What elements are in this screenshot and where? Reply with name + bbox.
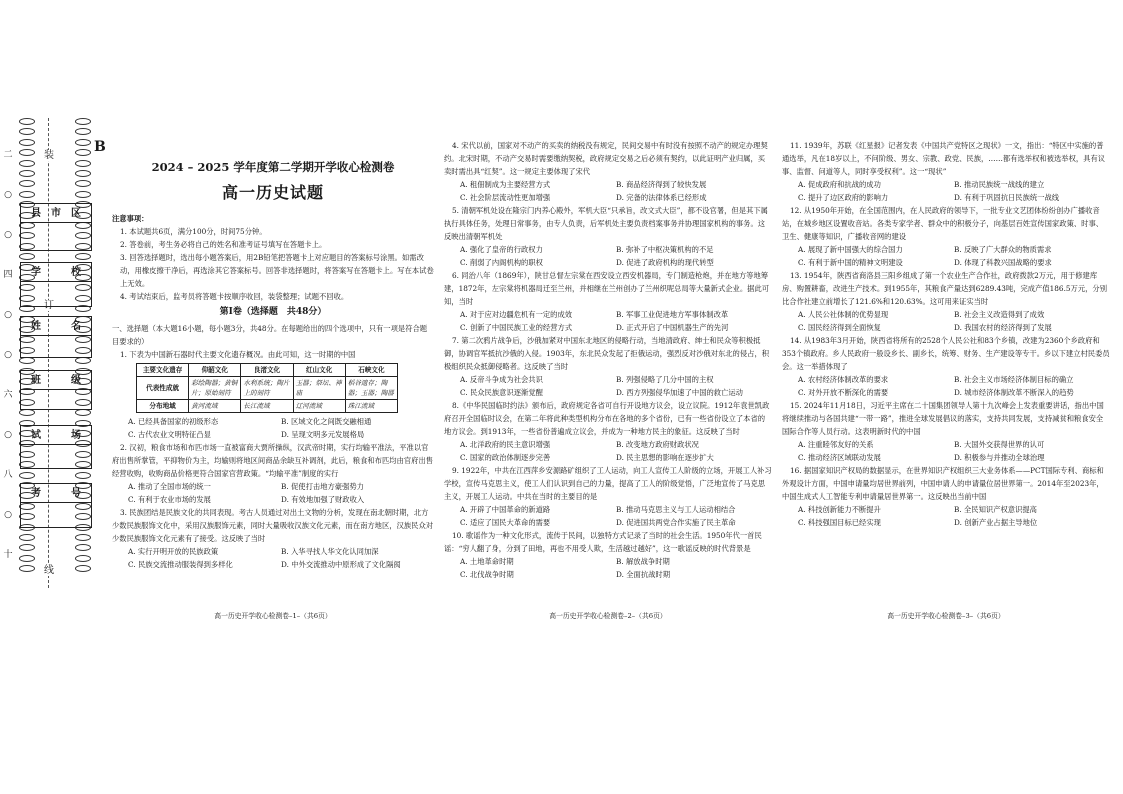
answer-option: C. 科技强国目标已经实现 [798, 518, 881, 527]
answer-option: C. 有利于新中国的精神文明建设 [798, 258, 903, 267]
answer-bubble [75, 128, 91, 135]
table-cell: 长江流域 [241, 400, 293, 413]
question [444, 529, 772, 581]
cut-word: 装 [44, 150, 54, 161]
answer-bubble [19, 180, 35, 187]
question-stem: 11. 1939年，苏联《红星报》记者发表《中国共产党特区之现状》一文，指出：“特区中实施的普通选举，凡在18岁以上，不问阶级、男女、宗教、政党、民族，……都有选举权和被选举权，具有议事、监督、问道等人，同时享受权利”。这一“现状” [782, 141, 1106, 176]
answer-bubble [75, 409, 91, 416]
answer-option: A. 已经具备国家的初级形态 [128, 417, 219, 426]
option-row [444, 191, 772, 204]
question [444, 204, 772, 269]
answer-option: C. 削弱了内阁机构的职权 [460, 258, 543, 267]
option-row [112, 545, 434, 558]
notice-heading: 注意事项： [112, 214, 149, 223]
table-cell: 玉器；祭坛、神庙 [293, 377, 345, 400]
answer-bubble [19, 357, 35, 364]
table-cell: 彩绘陶器；黄铜片；原始刻符 [189, 377, 241, 400]
question-stem: 14. 从1983年3月开始，陕西省将所有的2528个人民公社和83个乡镇，改建为2360个乡政府和353个镇政府。乡人民政府一般设乡长、副乡长，统筹、财务、生产建设等专干。乡以下建立村民委员会。这一举措体现了 [782, 336, 1110, 371]
question [444, 269, 772, 334]
option-row [444, 243, 772, 256]
answer-option: D. 创新产业占据主导地位 [954, 518, 1038, 527]
answer-option: A. 开辟了中国革命的新道路 [460, 505, 551, 514]
answer-option: A. 土地革命时期 [460, 557, 514, 566]
exam-title: 2024 – 2025 学年度第二学期开学收心检测卷 [151, 160, 395, 174]
bubble-tick-label: 十 [3, 550, 13, 560]
answer-option: A. 注重睦邻友好的关系 [798, 440, 874, 449]
question [782, 399, 1110, 464]
answer-bubble [19, 409, 35, 416]
info-box-name [20, 316, 92, 358]
answer-bubble [19, 139, 35, 146]
question [782, 269, 1110, 334]
option-row [112, 415, 434, 428]
answer-option: D. 有效地加强了财政收入 [281, 495, 365, 504]
answer-bubble [75, 139, 91, 146]
info-label: 学 校 [31, 267, 91, 278]
bubble-tick-label: 八 [3, 470, 13, 480]
table-header-cell: 石峡文化 [345, 364, 397, 377]
question-stem: 2. 汉初，粮食市场和布匹市场一直被富商大贾所操纵，汉武帝时期，实行均输平准法，平准以官府出售所掌管，平抑物价为主，均输则将地区间商品余缺互补调剂，此后，粮食和布匹均由官府出售经营收购，收购商品价格更符合国家官营政策。“均输平准”制度的实行 [112, 443, 434, 478]
answer-bubble [19, 118, 35, 125]
question [782, 334, 1110, 399]
answer-option: D. 全面抗战时期 [616, 570, 671, 579]
answer-option: C. 提升了边区政府的影响力 [798, 193, 889, 202]
notice-item: 4. 考试结束后，监考员将答题卡按顺序收回，装袋整理；试题不回收。 [120, 292, 349, 301]
info-box-exam-number [20, 483, 92, 528]
option-row [444, 516, 772, 529]
answer-option: D. 积极参与并推动全球治理 [954, 453, 1045, 462]
answer-option: D. 呈现文明多元发展格局 [281, 430, 365, 439]
info-label: 考 号 [31, 488, 91, 499]
answer-bubble [75, 555, 91, 562]
answer-bubble [19, 170, 35, 177]
question-stem: 6. 同治八年（1869年），陕甘总督左宗棠在西安设立西安机器局，专门制造枪炮，并在地方等地筹建，1872年，左宗棠将机器局迁至兰州，并相继在兰州创办了兰州织呢总局等大量新式企业。据此可知，当时 [444, 271, 770, 306]
table-cell: 水利系统；陶片上的刻符 [241, 377, 293, 400]
answer-option: B. 推动马克思主义与工人运动相结合 [616, 505, 736, 514]
info-box-class [20, 370, 92, 410]
answer-option: D. 中外交流推动中原形成了文化隔阂 [281, 560, 401, 569]
answer-bubble [75, 472, 91, 479]
option-row [782, 438, 1110, 451]
option-row [112, 493, 434, 506]
option-row [444, 555, 772, 568]
option-row [782, 178, 1110, 191]
option-row [782, 321, 1110, 334]
answer-option: A. 人民公社体制的优势显现 [798, 310, 889, 319]
bubble-tick-label: ○ [4, 430, 12, 440]
answer-option: D. 西方列强侵华加速了中国的救亡运动 [616, 388, 743, 397]
question [112, 348, 434, 441]
option-row [444, 451, 772, 464]
binding-strip [0, 0, 110, 794]
option-row [782, 516, 1110, 529]
answer-bubble [75, 357, 91, 364]
answer-option: D. 我国农村的经济得到了发展 [954, 323, 1052, 332]
bubble-tick-label: ○ [4, 190, 12, 200]
answer-option: B. 商品经济得到了较快发展 [616, 180, 707, 189]
option-row [782, 308, 1110, 321]
answer-option: A. 推动了全国市场的统一 [128, 482, 211, 491]
answer-bubble [19, 555, 35, 562]
answer-option: D. 促进了政府机构的现代转型 [616, 258, 714, 267]
answer-bubble [75, 565, 91, 572]
question-stem: 9. 1922年，中共在江西萍乡安源路矿组织了工人运动，向工人宣传工人阶级的立场，开展工人补习学校，宣传马克思主义，使工人们认识到自己的力量，提高了工人的阶级觉悟，广泛地宣传了马克思主义，开展工人运动。中共在当时的主要目的是 [444, 466, 772, 501]
answer-option: A. 实行开明开放的民族政策 [128, 547, 219, 556]
question [444, 399, 772, 464]
option-row [444, 178, 772, 191]
answer-option: A. 科技创新能力不断提升 [798, 505, 881, 514]
page-column-2 [444, 139, 772, 581]
answer-option: B. 入华寻找人华文化认同加深 [281, 547, 379, 556]
answer-bubble [19, 544, 35, 551]
answer-option: B. 大国外交获得世界的认可 [954, 440, 1045, 449]
question [444, 464, 772, 529]
question-stem: 15. 2024年11月18日，习近平主席在二十国集团领导人第十九次峰会上发表重要讲话，指出中国将继续推动与各国共建“一带一路”，推进全球发展倡议的落实，支持共同发展，支持减贫和粮食安全国际合作等人员行动。这表明新时代的中国 [782, 401, 1104, 436]
answer-option: B. 军事工业促进地方军事体制改革 [616, 310, 729, 319]
cut-word: 订 [44, 300, 54, 311]
answer-option: B. 列强侵略了几分中国的主权 [616, 375, 714, 384]
answer-option: A. 展现了新中国强大的综合国力 [798, 245, 903, 254]
answer-option: C. 国民经济得到全面恢复 [798, 323, 881, 332]
option-row [444, 308, 772, 321]
question-stem: 10. 歌谣作为一种文化形式，流传于民间，以独特方式记录了当时的社会生活。1950年代一首民谣：“穷人翻了身，分到了田地，再也不用受人欺，生活越过越好”，这一歌谣反映的时代背景是 [444, 531, 762, 553]
table-cell: 黄河流域 [189, 400, 241, 413]
option-row [444, 321, 772, 334]
question [112, 506, 434, 571]
page-footer: 高一历史开学收心检测卷–2–（共6页） [549, 612, 667, 620]
table-cell: 辽河流域 [293, 400, 345, 413]
answer-option: C. 国家的政治体制逐步完善 [460, 453, 551, 462]
answer-option: B. 改变地方政府财政状况 [616, 440, 699, 449]
answer-bubble [19, 472, 35, 479]
option-row [444, 256, 772, 269]
answer-option: C. 对外开放不断深化的需要 [798, 388, 889, 397]
page-footer: 高一历史开学收心检测卷–3–（共6页） [887, 612, 1005, 620]
table-cell: 分布地域 [137, 400, 189, 413]
info-box-exam-room [20, 425, 92, 469]
table-header-cell: 仰韶文化 [189, 364, 241, 377]
answer-option: C. 社会阶层流动性更加增强 [460, 193, 551, 202]
answer-bubble [19, 160, 35, 167]
option-row [782, 256, 1110, 269]
option-row [444, 503, 772, 516]
question-stem: 5. 清朝军机处设在隆宗门内养心殿外，军机大臣“只承旨，改文式大臣”，都不设官署，但是其下属执行具体任务，处理日常事务，由专人负责，后军机处主要负责档案事务并协理国家机构的事务。这反映出清朝军机处 [444, 206, 768, 241]
answer-option: B. 解放战争时期 [616, 557, 670, 566]
answer-bubble [19, 534, 35, 541]
info-box-county [20, 203, 92, 251]
answer-option: C. 创新了中国民族工业的经营方式 [460, 323, 573, 332]
answer-option: B. 弥补了中枢决策机构的不足 [616, 245, 714, 254]
answer-option: B. 反映了广大群众的物质需求 [954, 245, 1052, 254]
question-stem: 16. 据国家知识产权局的数据显示，在世界知识产权组织三大业务体系——PCT国际专利、商标和外观设计方面，中国申请量均居世界前列，中国申请人的申请量位居世界第一。2014年至2023年，中国生成式人工智能专利申请量居世界第一。这反映出当前中国 [782, 466, 1104, 501]
option-row [782, 451, 1110, 464]
question [444, 139, 772, 204]
answer-option: D. 促进国共两党合作实施了民主革命 [616, 518, 736, 527]
answer-option: D. 体现了科教兴国战略的要求 [954, 258, 1052, 267]
option-row [782, 191, 1110, 204]
table-row [137, 377, 398, 400]
page-footer: 高一历史开学收心检测卷–1–（共6页） [214, 612, 332, 620]
bubble-tick-label: ○ [4, 230, 12, 240]
answer-option: D. 有利于巩固抗日民族统一战线 [954, 193, 1060, 202]
option-row [112, 558, 434, 571]
question [444, 334, 772, 399]
culture-table [136, 363, 398, 413]
answer-bubble [75, 118, 91, 125]
answer-bubble [19, 149, 35, 156]
answer-option: A. 租佃制成为主要经营方式 [460, 180, 551, 189]
answer-option: B. 社会主义改造得到了成效 [954, 310, 1045, 319]
page-column-1 [112, 212, 434, 571]
question-stem: 8.《中华民国临时约法》颁布后，政府规定各省可自行开设地方议会，设立议院。1912年袁世凯政府召开全国临时议会，在第二年将此种类型机构分布在各地的多个省份，已有一些省份设立了本省的地方议会。到1913年，一些省份普遍成立议会，并成为一种地方民主的象征。这反映了当时 [444, 401, 770, 436]
notice-item: 3. 回答选择题时，选出每小题答案后，用2B铅笔把答题卡上对应题目的答案标号涂黑。如需改动，用橡皮擦干净后，再选涂其它答案标号。回答非选择题时，将答案写在答题卡上。写在本试卷上无效。 [120, 253, 434, 288]
option-row [782, 373, 1110, 386]
info-label: 试 场 [31, 430, 91, 441]
info-label: 姓 名 [31, 321, 91, 332]
answer-option: B. 全民知识产权意识提高 [954, 505, 1037, 514]
answer-bubble [75, 149, 91, 156]
info-box-school [20, 262, 92, 307]
answer-option: A. 对于应对边疆危机有一定的成效 [460, 310, 573, 319]
option-row [782, 386, 1110, 399]
question-stem: 12. 从1950年开始，在全国范围内，在人民政府的领导下，一批专业文艺团体纷纷创办广播收音站，在城乡地区设置收音站。各类专家学者、群众中的积极分子，向基层百姓宣传国家政策、时事、卫生、健康等知识，广播收音网的建设 [782, 206, 1104, 241]
answer-bubble [19, 253, 35, 260]
info-label: 班 级 [31, 375, 91, 386]
question-stem: 13. 1954年，陕西省商洛县三阳乡组成了第一个农业生产合作社，政府拨款2万元，用于修建库房、购置耕畜，改进生产技术。到1955年，其粮食产量达到6289.43吨，完成产值186.5万元，分别比合作社建立前增长了121.6%和120.63%。这可用来证实当时 [782, 271, 1108, 306]
notice-item: 1. 本试题共6页，满分100分，时间75分钟。 [120, 227, 267, 236]
question-stem: 1. 下表为中国新石器时代主要文化遗存概况。由此可知，这一时期的中国 [120, 350, 356, 359]
answer-option: B. 区域文化之间既交融相通 [281, 417, 372, 426]
answer-option: B. 促使打击地方豪强势力 [281, 482, 364, 491]
answer-option: D. 完备的法律体系已经形成 [616, 193, 707, 202]
answer-bubble [75, 534, 91, 541]
answer-option: B. 推动民族统一战线的建立 [954, 180, 1045, 189]
option-row [444, 386, 772, 399]
answer-bubble [19, 191, 35, 198]
question [782, 464, 1110, 529]
table-header-cell: 红山文化 [293, 364, 345, 377]
answer-option: A. 农村经济体制改革的要求 [798, 375, 889, 384]
answer-bubble [75, 544, 91, 551]
table-header-cell: 良渚文化 [241, 364, 293, 377]
answer-option: C. 适应了国民大革命的需要 [460, 518, 551, 527]
question [782, 139, 1110, 204]
bubble-tick-label: ○ [4, 350, 12, 360]
bubble-tick-label: ○ [4, 510, 12, 520]
answer-option: A. 强化了皇帝的行政权力 [460, 245, 543, 254]
bubble-tick-label: 六 [3, 390, 13, 400]
answer-option: A. 反帝斗争成为社会共识 [460, 375, 543, 384]
table-header-cell: 主要文化遗存 [137, 364, 189, 377]
section-instruction: 一、选择题（本大题16小题，每小题3分，共48分。在每题给出的四个选项中，只有一项是符合题目要求的） [112, 324, 428, 346]
option-row [444, 438, 772, 451]
bubble-tick-label: ○ [4, 310, 12, 320]
question-stem: 4. 宋代以前，国家对不动产的买卖的纳税没有规定，民间交易中有时没有按照不动产的规定办理契约。北宋时期，不动产交易时需要缴纳契税，政府规定交易之后必须有契约，以此证明产业归属，买卖时需出具“红契”。这一规定主要体现了宋代 [444, 141, 768, 176]
bubble-tick-label: 二 [3, 150, 13, 160]
option-row [112, 428, 434, 441]
answer-option: C. 民族交流推动服装得到多样化 [128, 560, 233, 569]
bubble-tick-label: 四 [3, 270, 13, 280]
table-cell: 代表性成就 [137, 377, 189, 400]
info-label: 县市区 [31, 208, 91, 219]
notice-item: 2. 答卷前，考生务必将自己的姓名和准考证号填写在答题卡上。 [120, 240, 327, 249]
answer-option: D. 民主思想的影响在逐步扩大 [616, 453, 714, 462]
version-marker: B [94, 139, 106, 155]
answer-bubble [75, 160, 91, 167]
page-column-3 [782, 139, 1110, 529]
answer-option: C. 有利于农业市场的发展 [128, 495, 211, 504]
answer-option: C. 古代农业文明特征凸显 [128, 430, 211, 439]
answer-option: A. 北洋政府的民主意识增强 [460, 440, 551, 449]
answer-bubble [75, 170, 91, 177]
answer-bubble [75, 180, 91, 187]
option-row [444, 373, 772, 386]
answer-option: C. 北伐战争时期 [460, 570, 514, 579]
answer-option: C. 推动经济区域联动发展 [798, 453, 881, 462]
question-list [112, 348, 434, 571]
answer-bubble [19, 565, 35, 572]
table-cell: 稻谷遗存；陶器；玉器；陶器 [345, 377, 397, 400]
option-row [782, 503, 1110, 516]
option-row [112, 480, 434, 493]
section-title: 第Ⅰ卷（选择题 共48分） [219, 307, 327, 317]
answer-bubble [75, 191, 91, 198]
option-row [444, 568, 772, 581]
question [782, 204, 1110, 269]
question-stem: 3. 民族团结是民族文化的共同表现。考古人员通过对出土文物的分析，发现在南北朝时期，北方少数民族服饰文化中，采用汉族服饰元素，同时大量吸收汉族文化元素，而在南方地区，汉族民众对少数民族服饰文化元素有了接受。这反映了当时 [112, 508, 434, 543]
cut-word: 线 [44, 565, 54, 576]
question [112, 441, 434, 506]
answer-option: D. 城市经济体制改革不断深入的趋势 [954, 388, 1074, 397]
answer-bubble [75, 253, 91, 260]
question-stem: 7. 第二次鸦片战争后，沙俄加紧对中国东北地区的侵略行动，当地清政府、绅士和民众等积极抵御，协调官军抵抗沙俄的入侵。1903年，东北民众发起了拒俄运动，强烈反对沙俄对东北的侵占，积极组织民众抵御侵略者。这反映了当时 [444, 336, 770, 371]
subject-title: 高一历史试题 [221, 183, 324, 202]
option-row [782, 243, 1110, 256]
table-row [137, 400, 398, 413]
answer-option: A. 促成政府和抗战的成功 [798, 180, 881, 189]
answer-option: C. 民众民族意识逐渐觉醒 [460, 388, 543, 397]
table-cell: 珠江流域 [345, 400, 397, 413]
answer-option: D. 正式开启了中国机器生产的先河 [616, 323, 729, 332]
answer-option: B. 社会主义市场经济体制目标的确立 [954, 375, 1074, 384]
answer-bubble [19, 128, 35, 135]
